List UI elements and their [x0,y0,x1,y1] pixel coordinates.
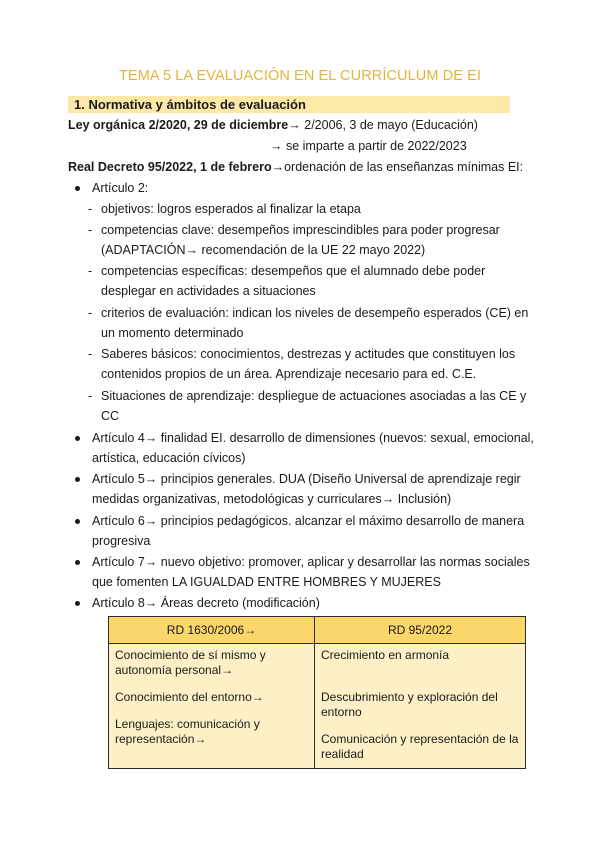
area-new: Descubrimiento y exploración del entorno [321,690,498,719]
table-header: RD 1630/2006→ [109,617,315,644]
document-title: TEMA 5 LA EVALUACIÓN EN EL CURRÍCULUM DE EI [118,68,482,84]
articulo-line: progresiva [92,534,151,548]
ley-line [68,117,478,133]
articulo-line: que fomenten LA IGUALDAD ENTRE HOMBRES Y MUJERES [92,575,441,589]
area-old: Lenguajes: comunicación y representación→ [115,717,260,746]
table-cell-right [315,644,526,769]
articulo-line: medidas organizativas, metodológicas y curriculares→ Inclusión) [92,492,452,506]
dash-marker: - [88,202,93,216]
articulo-line: Artículo 8→ Áreas decreto (modificación) [92,596,320,610]
dash-marker: - [88,389,93,403]
dash-marker: - [88,347,93,361]
subitem-line: criterios de evaluación: indican los niveles de desempeño esperados (CE) en [101,306,529,320]
ley-note: → se imparte a partir de 2022/2023 [270,139,467,153]
dash-marker: - [88,223,93,237]
subitem-line: competencias específicas: desempeños que el alumnado debe poder [101,264,486,278]
bullet-dot [75,560,80,565]
dash-marker: - [88,306,93,320]
subitem-line: un momento determinado [101,326,244,340]
articulo-line: artística, educación cívicos) [92,451,246,465]
area-old: Conocimiento del entorno→ [115,690,264,704]
subitem-line: CC [101,409,120,423]
bullet-dot [75,601,80,606]
articulo-line: Artículo 5→ principios generales. DUA (Diseño Universal de aprendizaje regir [92,472,521,486]
dash-marker: - [88,264,93,278]
bullet-dot [75,477,80,482]
ley-title: Ley orgánica 2/2020, 29 de diciembre [68,118,289,132]
area-new: Crecimiento en armonía [321,648,450,662]
section-heading: 1. Normativa y ámbitos de evaluación [68,96,510,113]
subitem-line: (ADAPTACIÓN→ recomendación de la UE 22 mayo 2022) [101,243,426,257]
bullet-dot [75,519,80,524]
ley-detail: → 2/2006, 3 de mayo (Educación) [288,118,478,132]
table-header: RD 95/2022 [315,617,526,644]
articulo-line: Artículo 6→ principios pedagógicos. alcanzar el máximo desarrollo de manera [92,514,525,528]
subitem-line: contenidos propios de un área. Aprendizaje necesario para ed. C.E. [101,367,477,381]
table-cell-left [109,644,315,769]
area-old: Conocimiento de sí mismo y autonomía personal→ [115,648,266,677]
rd-title: Real Decreto 95/2022, 1 de febrero [68,160,272,174]
bullet-dot [75,186,80,191]
subitem-line: Saberes básicos: conocimientos, destrezas y actitudes que constituyen los [101,347,516,361]
subitem-line: Situaciones de aprendizaje: despliegue de actuaciones asociadas a las CE y [101,389,527,403]
areas-table [108,616,526,769]
articulo2-label: Artículo 2: [92,181,149,195]
subitem-line: competencias clave: desempeños imprescindibles para poder progresar [101,223,500,237]
rd-detail: →ordenación de las enseñanzas mínimas EI: [271,160,524,174]
rd-line [68,159,523,175]
subitem-line: objetivos: logros esperados al finalizar la etapa [101,202,361,216]
subitem-line: desplegar en actividades a situaciones [101,284,316,298]
bullet-dot [75,436,80,441]
area-new: Comunicación y representación de la realidad [321,732,519,761]
articulo-line: Artículo 7→ nuevo objetivo: promover, aplicar y desarrollar las normas sociales [92,555,530,569]
articulo-line: Artículo 4→ finalidad EI. desarrollo de dimensiones (nuevos: sexual, emocional, [92,431,534,445]
